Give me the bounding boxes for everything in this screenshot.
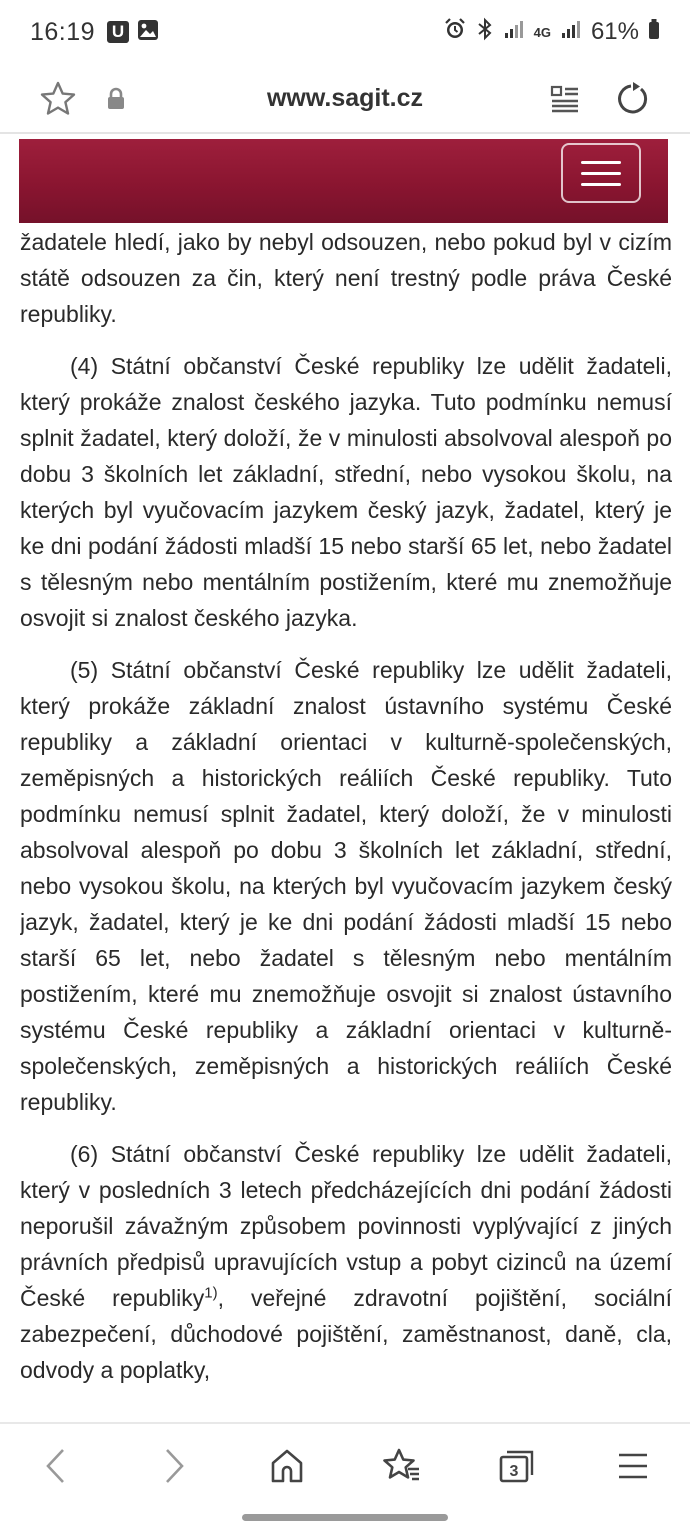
signal-icon-2 <box>560 18 582 47</box>
bookmarks-icon[interactable] <box>373 1444 429 1488</box>
site-menu-button[interactable] <box>561 143 641 203</box>
address-bar <box>0 64 690 134</box>
paragraph-continued: žadatele hledí, jako by nebyl odsouzen, nebo pokud byl v cizím státě odsouzen za čin, který není trestný podle práva České republiky. <box>20 229 672 327</box>
hamburger-line <box>581 172 621 175</box>
reload-icon[interactable] <box>609 77 653 121</box>
battery-icon <box>648 18 660 47</box>
alarm-icon <box>443 17 467 48</box>
site-header <box>19 139 668 223</box>
home-indicator[interactable] <box>242 1514 448 1521</box>
paragraph-6-text: (6) Státní občanství České republiky lze udělit žadateli, který v posledních 3 letech předcházejících dni podání žádosti neporušil závažným způsobem povinnosti vyplývající z jiných právních předpisů upravujících vstup a pobyt cizinců na území České republiky <box>20 1141 672 1311</box>
bottom-navigation <box>0 1422 690 1506</box>
star-icon[interactable] <box>36 77 80 121</box>
lock-icon <box>94 77 138 121</box>
hamburger-line <box>581 161 621 164</box>
forward-icon[interactable] <box>146 1444 202 1488</box>
home-icon[interactable] <box>259 1444 315 1488</box>
menu-icon[interactable] <box>605 1444 661 1488</box>
tab-count: 3 <box>509 1463 519 1480</box>
paragraph-4: (4) Státní občanství České republiky lze udělit žadateli, který prokáže znalost českého jazyka. Tuto podmínku nemusí splnit žadatel, který doloží, že v minulosti absolvoval alespoň po dobu 3 školních let základní, střední, nebo vysokou školu, na kterých byl vyučovacím jazykem český jazyk, žadatel, který je ke dni podání žádosti mladší 15 nebo starší 65 let, nebo žadatel s tělesným nebo mentálním postižením, které mu znemožňuje osvojit si znalost českého jazyka. <box>20 353 672 631</box>
network-type: 4G <box>533 24 551 40</box>
footnote-link[interactable]: 1) <box>204 1284 218 1302</box>
article-content <box>20 224 672 1420</box>
back-icon[interactable] <box>28 1444 84 1488</box>
url-text[interactable]: www.sagit.cz <box>266 83 424 112</box>
paragraph-5: (5) Státní občanství České republiky lze udělit žadateli, který prokáže základní znalost ústavního systému České republiky a základní orientaci v kulturně-společenských, zeměpisných a historických reáliích České republiky. Tuto podmínku nemusí splnit žadatel, který doloží, že v minulosti absolvoval alespoň po dobu 3 školních let základní, střední, nebo vysokou školu, na kterých byl vyučovacím jazykem český jazyk, žadatel, který je ke dni podání žádosti mladší 15 nebo starší 65 let, nebo žadatel s tělesným nebo mentálním postižením, které mu znemožňuje osvojit si znalost ústavního systému České republiky a základní orientaci v kulturně-společenských, zeměpisných a historických reáliích České republiky. <box>20 657 672 1115</box>
tabs-icon[interactable] <box>489 1444 545 1488</box>
status-time: 16:19 <box>30 17 96 46</box>
notification-u-icon: U <box>107 21 129 43</box>
signal-icon <box>503 18 525 47</box>
paragraph-6 <box>20 1136 672 1388</box>
status-bar <box>0 0 690 64</box>
hamburger-line <box>581 183 621 186</box>
paragraph-6-text-end: , veřejné zdravotní pojištění, sociální zabezpečení, důchodové pojištění, zaměstnanost, daně, cla, odvody a poplatky, <box>20 1285 672 1383</box>
reader-mode-icon[interactable] <box>543 77 587 121</box>
battery-level: 61% <box>590 18 639 45</box>
bluetooth-icon <box>476 17 494 48</box>
gallery-notification-icon <box>137 19 159 46</box>
